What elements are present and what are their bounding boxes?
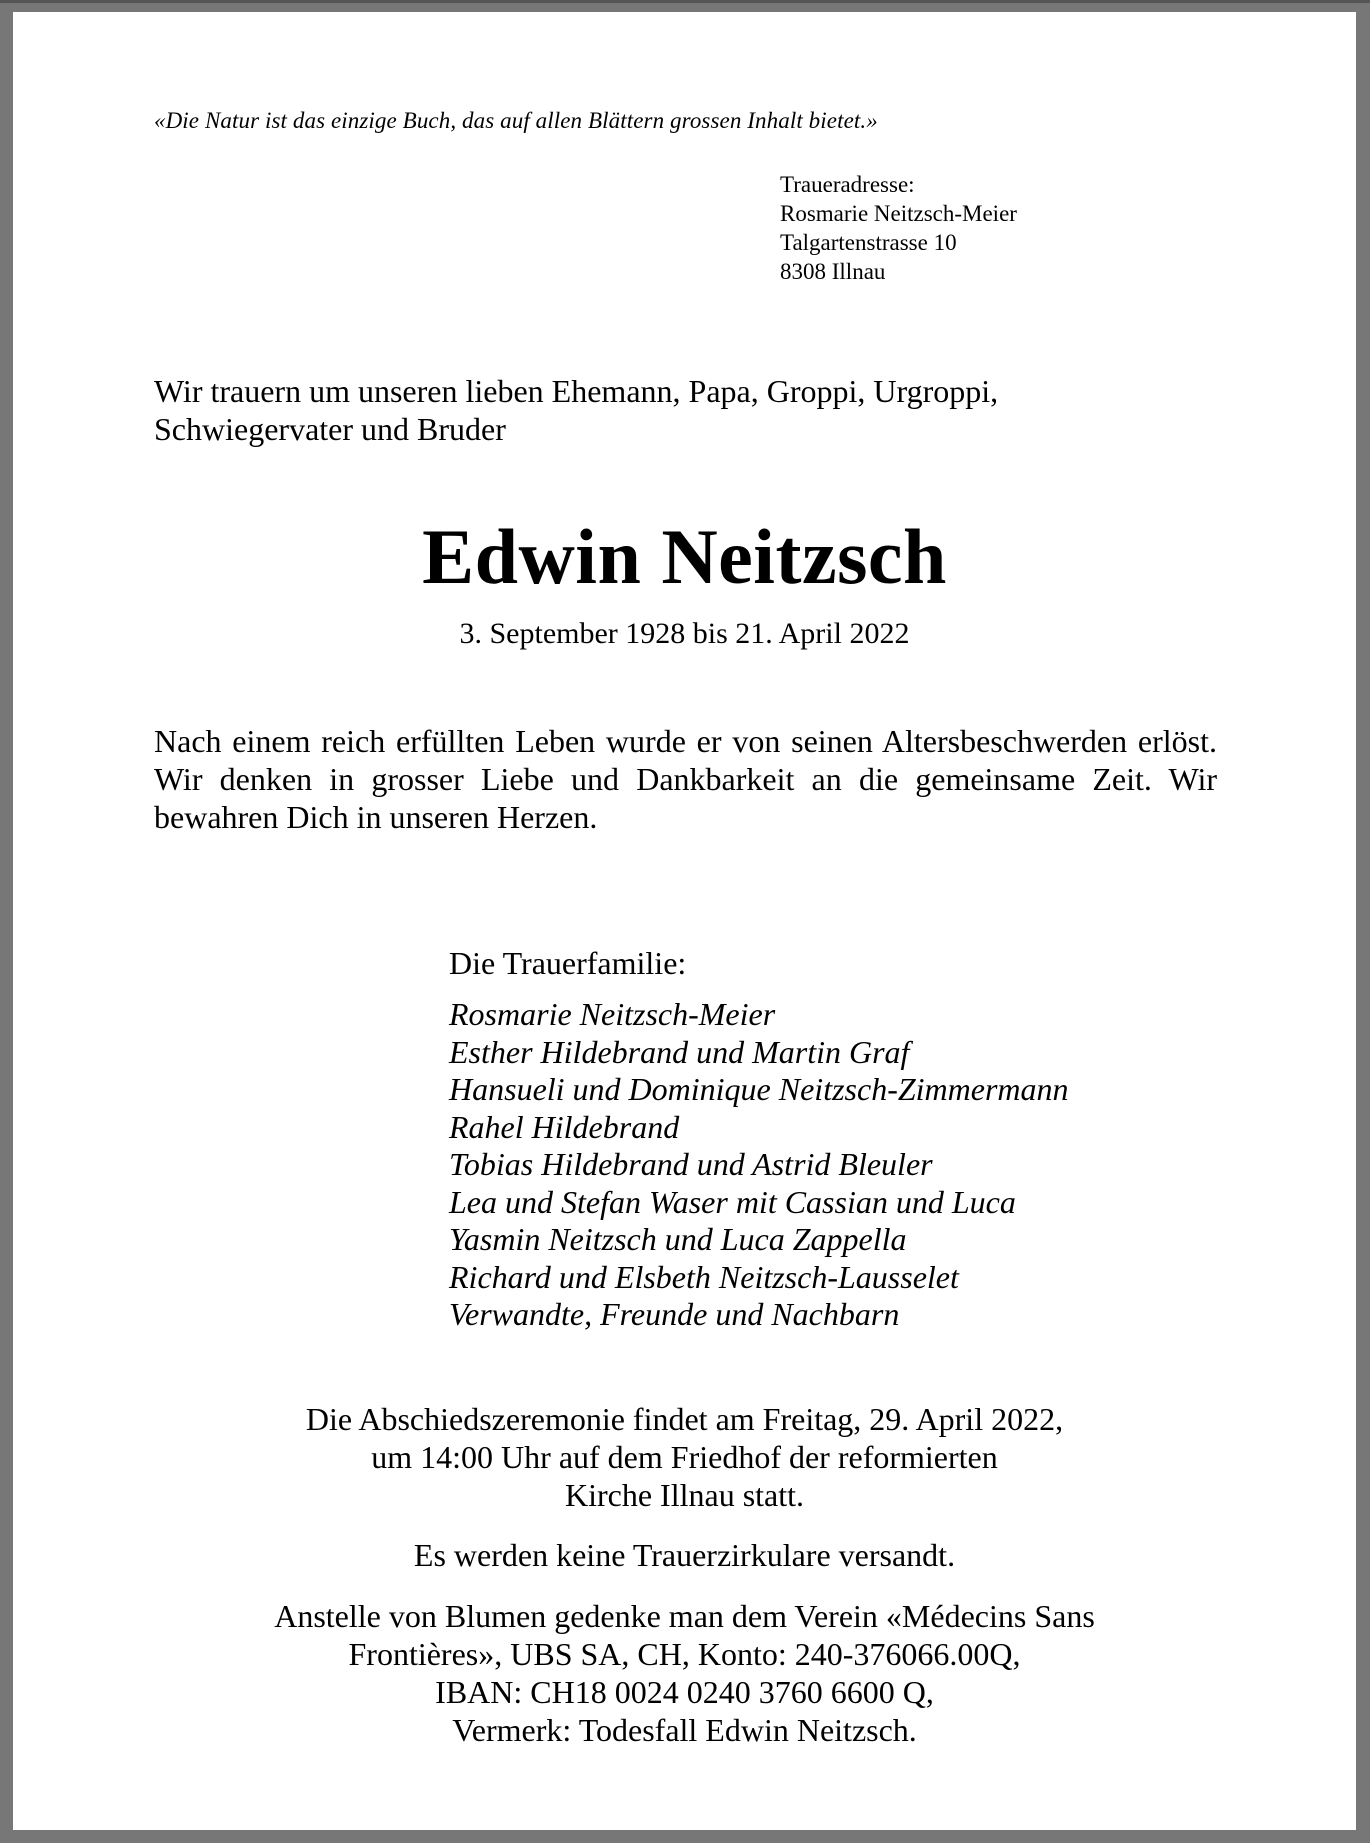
- family-member: Rahel Hildebrand: [449, 1108, 680, 1145]
- donation-info: [13, 1597, 1356, 1749]
- donation-line: IBAN: CH18 0024 0240 3760 6600 Q,: [435, 1674, 934, 1710]
- family-member: Richard und Elsbeth Neitzsch-Lausselet: [449, 1258, 959, 1295]
- viewer-top-border: [0, 0, 1370, 3]
- intro-line: Schwiegervater und Bruder: [154, 411, 506, 447]
- address-line: 8308 Illnau: [780, 259, 886, 284]
- family-member: Yasmin Neitzsch und Luca Zappella: [449, 1221, 907, 1257]
- no-circulars-note: Es werden keine Trauerzirkulare versandt.: [413, 1537, 956, 1573]
- deceased-name: Edwin Neitzsch: [422, 513, 947, 600]
- memorial-text: Nach einem reich erfüllten Leben wurde er von seinen Altersbeschwerden erlöst. Wir denken in grosser Liebe und Dankbarkeit an die gemeinsame Zeit. Wir bewahren Dich in unseren Herzen.: [154, 723, 1217, 835]
- family-list: [449, 996, 1069, 1334]
- donation-line: Vermerk: Todesfall Edwin Neitzsch.: [452, 1712, 917, 1748]
- address-line: Rosmarie Neitzsch-Meier: [780, 201, 1017, 226]
- family-member: Hansueli und Dominique Neitzsch-Zimmermann: [449, 1071, 1069, 1107]
- ceremony-line: um 14:00 Uhr auf dem Friedhof der reformierten: [371, 1439, 998, 1475]
- address-line: Talgartenstrasse 10: [780, 230, 957, 255]
- epigraph-quote: «Die Natur ist das einzige Buch, das auf allen Blättern grossen Inhalt bietet.»: [154, 108, 878, 133]
- ceremony-line: Kirche Illnau statt.: [564, 1477, 805, 1513]
- ceremony-info: [13, 1400, 1356, 1514]
- address-label: Traueradresse:: [780, 172, 915, 197]
- donation-line: Frontières», UBS SA, CH, Konto: 240-376066.00Q,: [348, 1636, 1021, 1672]
- mourning-address: [780, 170, 1017, 286]
- family-member: Lea und Stefan Waser mit Cassian und Luca: [449, 1183, 1016, 1220]
- family-member: Tobias Hildebrand und Astrid Bleuler: [449, 1146, 933, 1182]
- intro-line: Wir trauern um unseren lieben Ehemann, Papa, Groppi, Urgroppi,: [154, 373, 999, 409]
- family-title: Die Trauerfamilie:: [449, 945, 687, 981]
- family-member: Esther Hildebrand und Martin Graf: [449, 1033, 910, 1070]
- ceremony-line: Die Abschiedszeremonie findet am Freitag, 29. April 2022,: [305, 1401, 1064, 1437]
- family-member: Rosmarie Neitzsch-Meier: [449, 996, 776, 1032]
- life-dates: 3. September 1928 bis 21. April 2022: [459, 617, 910, 650]
- donation-line: Anstelle von Blumen gedenke man dem Verein «Médecins Sans: [274, 1598, 1095, 1634]
- intro-text: [154, 372, 1234, 448]
- family-member: Verwandte, Freunde und Nachbarn: [449, 1296, 900, 1332]
- obituary-page: [13, 12, 1356, 1830]
